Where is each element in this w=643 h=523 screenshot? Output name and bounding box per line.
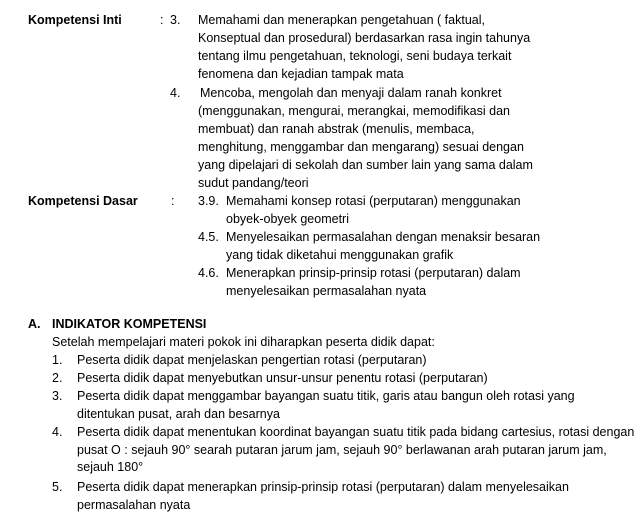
ki-item-4-line-3: membuat) dan ranah abstrak (menulis, membaca, <box>198 122 475 136</box>
list-item-text: Peserta didik dapat menentukan koordinat bayangan suatu titik pada bidang cartesius, rotasi dengan pusat O : sejauh 90° searah putaran jarum jam, sejauh 90° berlawanan arah putaran jarum jam, sejauh 180° <box>77 425 635 474</box>
kd-item-4-6-number: 4.6. <box>198 266 219 280</box>
ki-item-3-number: 3. <box>170 13 181 27</box>
list-item-text: Peserta didik dapat menerapkan prinsip-prinsip rotasi (perputaran) dalam menyelesaikan permasalahan nyata <box>77 480 569 512</box>
list-item-number: 4. <box>52 425 63 439</box>
list-item <box>52 479 632 515</box>
section-letter: A. <box>28 317 41 331</box>
ki-item-3-line-4: fenomena dan kejadian tampak mata <box>198 67 404 81</box>
list-item <box>52 388 632 424</box>
ki-item-3-line-1: Memahami dan menerapkan pengetahuan ( faktual, <box>198 13 485 27</box>
ki-item-4-line-1: Mencoba, mengolah dan menyaji dalam ranah konkret <box>200 86 502 100</box>
ki-label: Kompetensi Inti <box>28 13 122 27</box>
list-item <box>52 352 632 370</box>
section-heading: INDIKATOR KOMPETENSI <box>52 317 207 331</box>
list-item <box>52 370 632 388</box>
ki-item-4-line-4: menghitung, menggambar dan mengarang) sesuai dengan <box>198 140 524 154</box>
list-item-text: Peserta didik dapat menyebutkan unsur-unsur penentu rotasi (perputaran) <box>77 371 488 385</box>
kd-label: Kompetensi Dasar <box>28 194 138 208</box>
kd-item-3-9-line-1: Memahami konsep rotasi (perputaran) menggunakan <box>226 194 521 208</box>
kd-item-3-9-line-2: obyek-obyek geometri <box>226 212 349 226</box>
kd-colon: : <box>171 194 175 208</box>
ki-item-4-line-2: (menggunakan, mengurai, merangkai, memodifikasi dan <box>198 104 510 118</box>
ki-item-4-number: 4. <box>170 86 181 100</box>
ki-colon: : <box>160 13 164 27</box>
kd-item-4-5-line-2: yang tidak diketahui menggunakan grafik <box>226 248 454 262</box>
kd-item-4-6-line-1: Menerapkan prinsip-prinsip rotasi (perputaran) dalam <box>226 266 521 280</box>
list-item-text: Peserta didik dapat menggambar bayangan suatu titik, garis atau bangun oleh rotasi yang ditentukan pusat, arah dan besarnya <box>77 389 575 421</box>
list-item-number: 5. <box>52 480 63 494</box>
section-intro: Setelah mempelajari materi pokok ini diharapkan peserta didik dapat: <box>52 335 435 349</box>
list-item-number: 2. <box>52 371 63 385</box>
list-item <box>52 424 642 478</box>
kd-item-4-5-number: 4.5. <box>198 230 219 244</box>
ki-item-4-line-5: yang dipelajari di sekolah dan sumber lain yang sama dalam <box>198 158 533 172</box>
list-item-number: 1. <box>52 353 63 367</box>
ki-item-3-line-3: tentang ilmu pengetahuan, teknologi, seni budaya terkait <box>198 49 512 63</box>
ki-item-3-line-2: Konseptual dan prosedural) berdasarkan rasa ingin tahunya <box>198 31 531 45</box>
ki-item-4-line-6: sudut pandang/teori <box>198 176 309 190</box>
kd-item-3-9-number: 3.9. <box>198 194 219 208</box>
list-item-text: Peserta didik dapat menjelaskan pengertian rotasi (perputaran) <box>77 353 427 367</box>
list-item-number: 3. <box>52 389 63 403</box>
kd-item-4-5-line-1: Menyelesaikan permasalahan dengan menaksir besaran <box>226 230 541 244</box>
kd-item-4-6-line-2: menyelesaikan permasalahan nyata <box>226 284 427 298</box>
